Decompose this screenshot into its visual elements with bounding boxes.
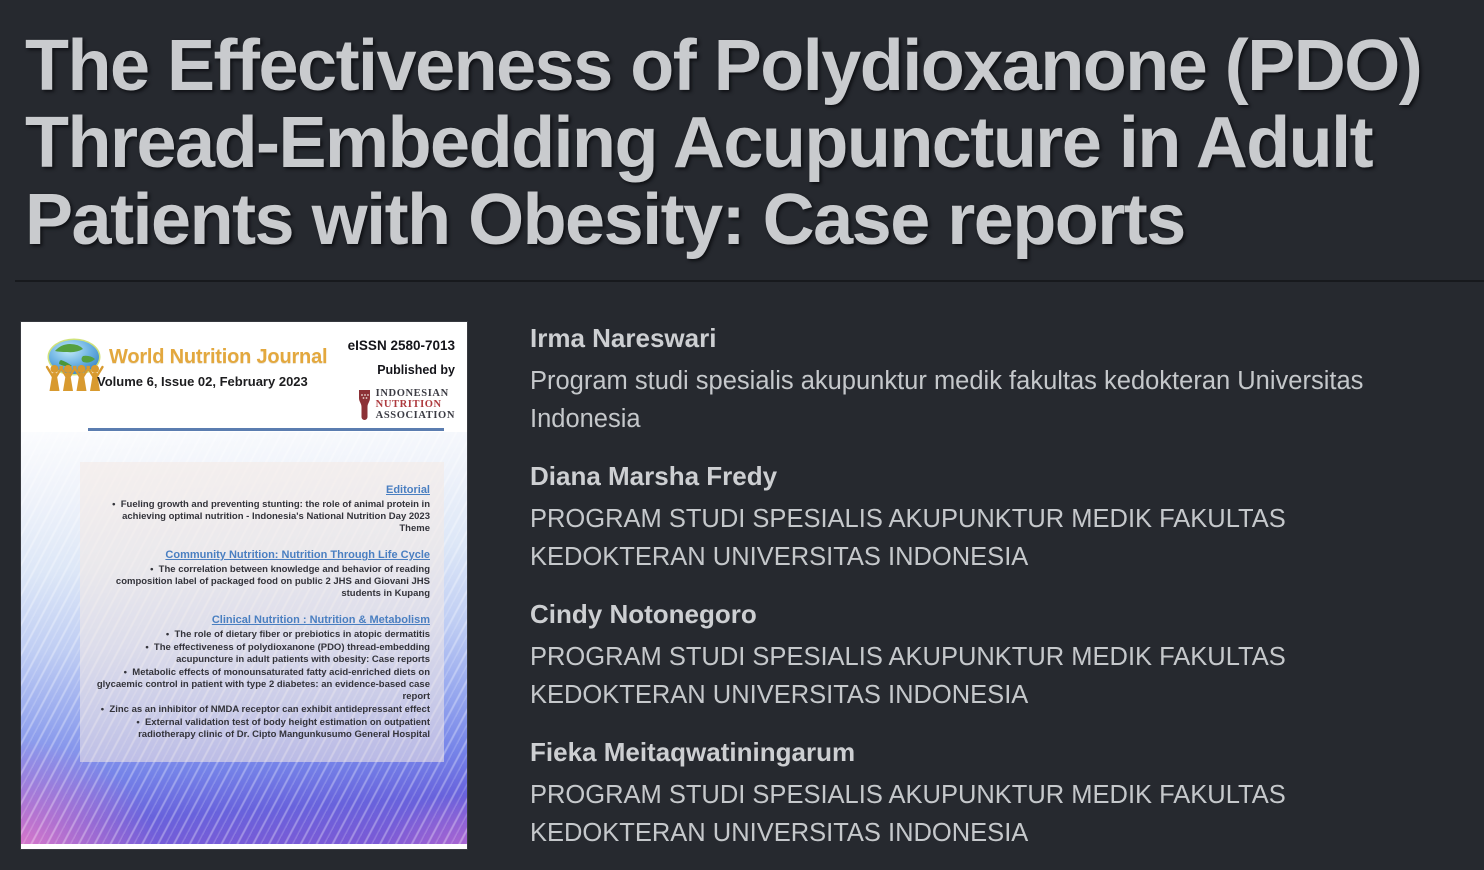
toc-item: • Zinc as an inhibitor of NMDA receptor can exhibit antidepressant effect bbox=[94, 704, 430, 716]
cover-table-of-contents bbox=[80, 462, 444, 762]
author-name: Irma Nareswari bbox=[530, 323, 717, 353]
author-block bbox=[530, 594, 1465, 714]
title-divider bbox=[15, 280, 1484, 282]
indonesian-nutrition-association-logo bbox=[348, 388, 455, 421]
ina-logo-icon bbox=[357, 390, 372, 420]
toc-section-heading: Editorial bbox=[385, 484, 430, 496]
page-title: The Effectiveness of Polydioxanone (PDO) Thread-Embedding Acupuncture in Adult Patients with Obesity: Case reports bbox=[25, 26, 1422, 260]
toc-item: • Metabolic effects of monounsaturated fatty acid-enriched diets on glycaemic control in patient with type 2 diabetes: an evidence-based case report bbox=[94, 667, 430, 703]
author-name: Fieka Meitaqwatiningarum bbox=[530, 737, 856, 767]
ina-text-line2: NUTRITION bbox=[375, 399, 442, 410]
journal-cover-image bbox=[21, 322, 467, 849]
journal-volume-line: Volume 6, Issue 02, February 2023 bbox=[97, 374, 308, 389]
author-name: Diana Marsha Fredy bbox=[530, 461, 778, 491]
ina-text-line1: INDONESIAN bbox=[375, 388, 449, 399]
cover-gradient-art bbox=[21, 432, 467, 844]
author-affiliation: PROGRAM STUDI SPESIALIS AKUPUNKTUR MEDIK FAKULTAS KEDOKTERAN UNIVERSITAS INDONESIA bbox=[530, 505, 1286, 571]
authors-list bbox=[530, 318, 1465, 870]
author-affiliation: Program studi spesialis akupunktur medik fakultas kedokteran Universitas Indonesia bbox=[530, 367, 1364, 433]
cover-header-right bbox=[348, 338, 455, 421]
cover-header bbox=[21, 322, 467, 429]
toc-item: • The correlation between knowledge and behavior of reading composition label of packaged food on public 2 JHS and Giovani JHS students in Kupang bbox=[94, 564, 430, 600]
author-block bbox=[530, 732, 1465, 852]
toc-section-heading: Clinical Nutrition : Nutrition & Metabolism bbox=[211, 614, 430, 626]
journal-name: World Nutrition Journal bbox=[109, 346, 328, 368]
toc-item: • Fueling growth and preventing stunting: the role of animal protein in achieving optimal nutrition - Indonesia's National Nutrition Day 2023 Theme bbox=[94, 499, 430, 535]
journal-eissn: eISSN 2580-7013 bbox=[347, 338, 455, 353]
toc-item: • External validation test of body height estimation on outpatient radiotherapy clinic of Dr. Cipto Mangunkusumo General Hospital bbox=[94, 717, 430, 741]
author-block bbox=[530, 318, 1465, 438]
toc-section-heading: Community Nutrition: Nutrition Through Life Cycle bbox=[165, 549, 430, 561]
world-nutrition-journal-logo-icon bbox=[45, 336, 105, 396]
author-block bbox=[530, 456, 1465, 576]
cover-divider-rule bbox=[88, 428, 444, 431]
toc-item: • The role of dietary fiber or prebiotics in atopic dermatitis bbox=[94, 629, 430, 641]
ina-logo-text bbox=[376, 388, 455, 421]
author-affiliation: PROGRAM STUDI SPESIALIS AKUPUNKTUR MEDIK FAKULTAS KEDOKTERAN UNIVERSITAS INDONESIA bbox=[530, 643, 1286, 709]
toc-item: • The effectiveness of polydioxanone (PDO) thread-embedding acupuncture in adult patients with obesity: Case reports bbox=[94, 642, 430, 666]
author-affiliation: PROGRAM STUDI SPESIALIS AKUPUNKTUR MEDIK FAKULTAS KEDOKTERAN UNIVERSITAS INDONESIA bbox=[530, 781, 1286, 847]
published-by-label: Published by bbox=[377, 363, 455, 377]
author-name: Cindy Notonegoro bbox=[530, 599, 757, 629]
ina-text-line3: ASSOCIATION bbox=[375, 410, 455, 421]
